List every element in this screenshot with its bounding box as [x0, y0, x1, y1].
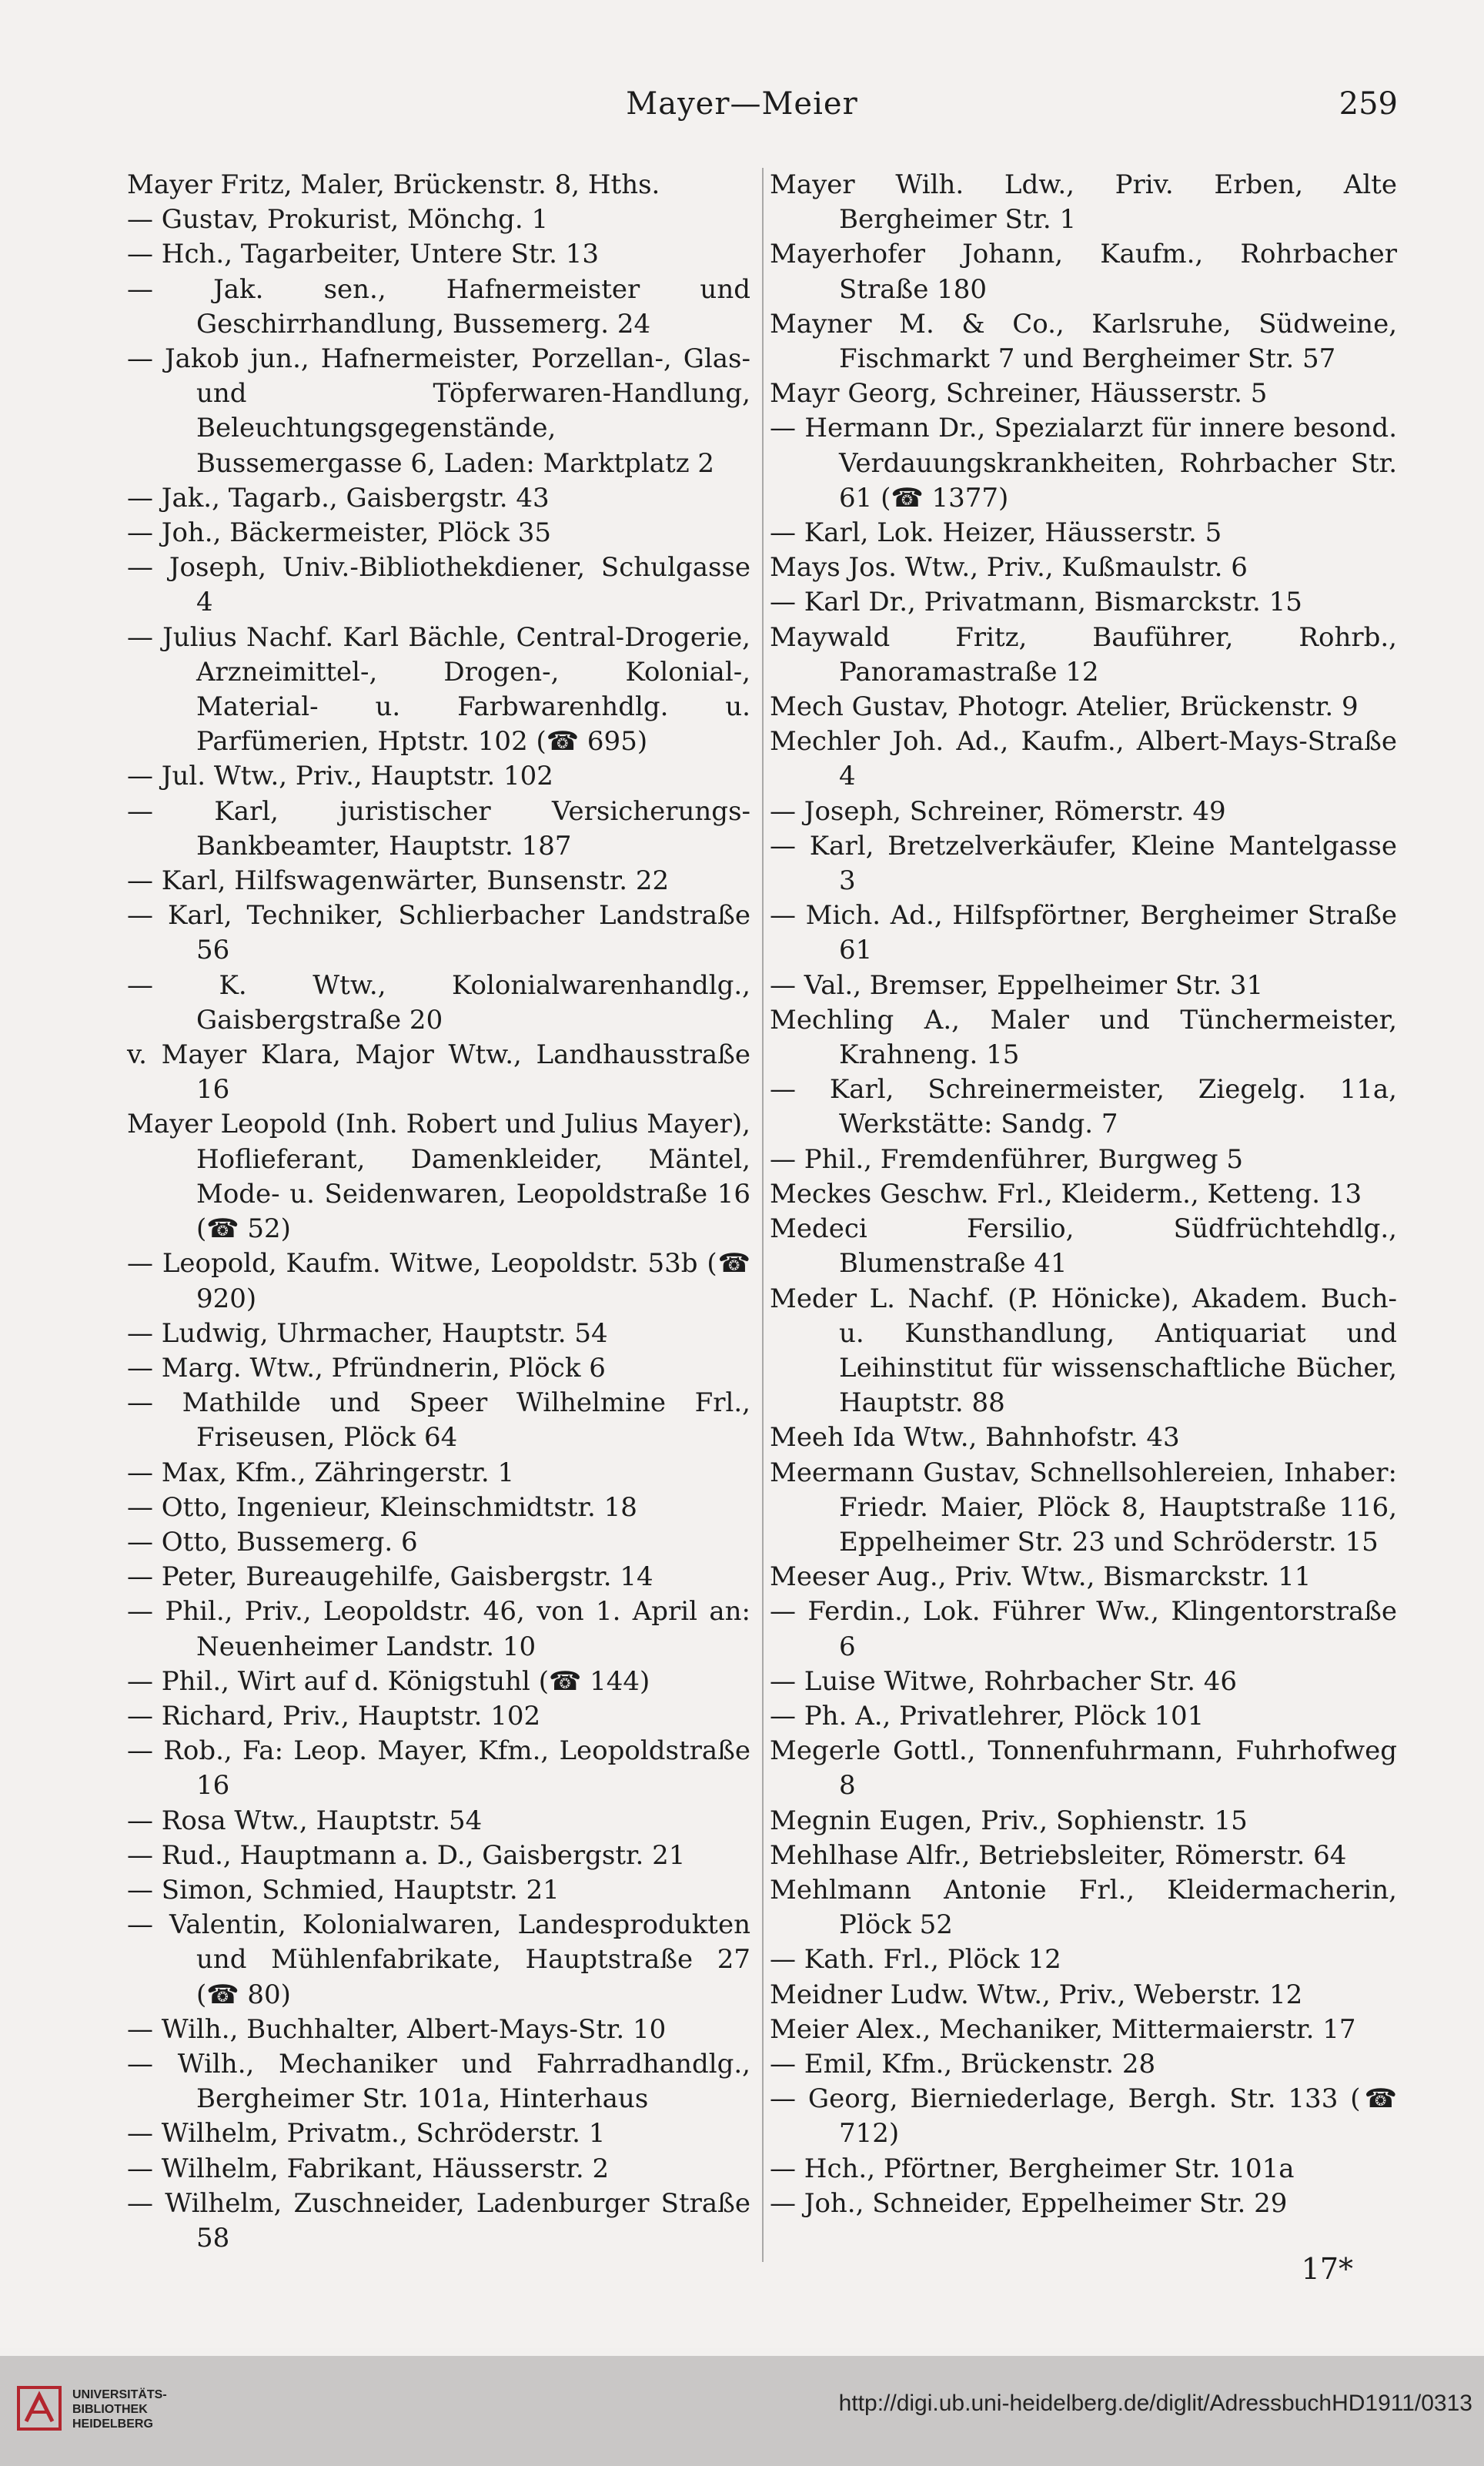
directory-entry: — Val., Bremser, Eppelheimer Str. 31: [770, 969, 1264, 1001]
viewer-footer: [0, 2356, 1484, 2466]
directory-entry: Meder L. Nachf. (P. Hönicke), Akadem. Buch- u. Kunsthandlung, Antiquariat und Leihinstitut für wissenschaftliche Bücher, Hauptstr. 88: [770, 1283, 1397, 1419]
directory-entry: — Marg. Wtw., Pfründnerin, Plöck 6: [127, 1352, 606, 1384]
directory-entry: — Joh., Schneider, Eppelheimer Str. 29: [770, 2187, 1288, 2219]
directory-entry: Meeser Aug., Priv. Wtw., Bismarckstr. 11: [770, 1561, 1312, 1593]
directory-entry: — Hermann Dr., Spezialarzt für innere besond. Verdauungskrankheiten, Rohrbacher Str. 61 (☎ 1377): [770, 413, 1397, 514]
directory-entry: Meckes Geschw. Frl., Kleiderm., Ketteng. 13: [770, 1178, 1362, 1210]
directory-entry: Mayer Wilh. Ldw., Priv. Erben, Alte Bergheimer Str. 1: [770, 169, 1397, 236]
directory-entry: — K. Wtw., Kolonialwarenhandlg., Gaisbergstraße 20: [127, 969, 750, 1036]
directory-entry: — Kath. Frl., Plöck 12: [770, 1944, 1061, 1976]
directory-entry: — Julius Nachf. Karl Bächle, Central-Drogerie, Arzneimittel-, Drogen-, Kolonial-, Material- u. Farbwarenhdlg. u. Parfümerien, Hptstr. 102 (☎ 695): [127, 621, 750, 758]
directory-entry: — Wilhelm, Zuschneider, Ladenburger Straße 58: [127, 2187, 750, 2254]
directory-entry: Mays Jos. Wtw., Priv., Kußmaulstr. 6: [770, 552, 1248, 584]
directory-entry: Mayerhofer Johann, Kaufm., Rohrbacher Straße 180: [770, 239, 1397, 305]
library-logo-icon: [15, 2384, 63, 2432]
directory-entry: — Karl Dr., Privatmann, Bismarckstr. 15: [770, 587, 1302, 618]
directory-entry: — Luise Witwe, Rohrbacher Str. 46: [770, 1665, 1237, 1697]
directory-entry: Maywald Fritz, Bauführer, Rohrb., Panoramastraße 12: [770, 621, 1397, 688]
permalink-url[interactable]: http://digi.ub.uni-heidelberg.de/diglit/AdressbuchHD1911/0313: [838, 2391, 1472, 2416]
directory-entry: Mechling A., Maler und Tünchermeister, Krahneng. 15: [770, 1004, 1397, 1071]
directory-entry: Megerle Gottl., Tonnenfuhrmann, Fuhrhofweg 8: [770, 1735, 1397, 1802]
directory-entry: — Karl, juristischer Versicherungs-Bankbeamter, Hauptstr. 187: [127, 795, 750, 862]
directory-entry: Meeh Ida Wtw., Bahnhofstr. 43: [770, 1422, 1180, 1454]
directory-entry: Mehlmann Antonie Frl., Kleidermacherin, Plöck 52: [770, 1874, 1397, 1941]
directory-entry: Mayer Fritz, Maler, Brückenstr. 8, Hths.: [127, 169, 660, 200]
directory-entry: — Jakob jun., Hafnermeister, Porzellan-, Glas- und Töpferwaren-Handlung, Beleuchtungsgegenstände, Bussemergasse 6, Laden: Marktplatz 2: [127, 343, 750, 479]
directory-entry: — Joh., Bäckermeister, Plöck 35: [127, 517, 552, 549]
directory-entry: — Emil, Kfm., Brückenstr. 28: [770, 2048, 1156, 2080]
right-column: [770, 168, 1397, 2221]
left-column: [127, 168, 750, 2256]
directory-entry: — Mathilde und Speer Wilhelmine Frl., Friseusen, Plöck 64: [127, 1387, 750, 1454]
directory-entry: — Phil., Fremdenführer, Burgweg 5: [770, 1143, 1243, 1175]
directory-entry: — Georg, Bierniederlage, Bergh. Str. 133 (☎ 712): [770, 2083, 1397, 2150]
directory-entry: — Valentin, Kolonialwaren, Landesprodukten und Mühlenfabrikate, Hauptstraße 27 (☎ 80): [127, 1909, 750, 2010]
directory-entry: Megnin Eugen, Priv., Sophienstr. 15: [770, 1805, 1248, 1836]
library-logo-text: [72, 2387, 167, 2431]
directory-entry: — Hch., Pförtner, Bergheimer Str. 101a: [770, 2153, 1295, 2184]
directory-entry: — Otto, Ingenieur, Kleinschmidtstr. 18: [127, 1491, 637, 1523]
directory-entry: Mayner M. & Co., Karlsruhe, Südweine, Fischmarkt 7 und Bergheimer Str. 57: [770, 308, 1397, 375]
directory-entry: Medeci Fersilio, Südfrüchtehdlg., Blumenstraße 41: [770, 1213, 1397, 1280]
directory-entry: — Richard, Priv., Hauptstr. 102: [127, 1700, 541, 1732]
signature-mark: 17*: [1301, 2252, 1353, 2286]
directory-entry: — Joseph, Univ.-Bibliothekdiener, Schulgasse 4: [127, 552, 750, 618]
page-number: 259: [1339, 86, 1398, 122]
directory-entry: — Jul. Wtw., Priv., Hauptstr. 102: [127, 761, 553, 792]
library-logo[interactable]: [15, 2375, 200, 2444]
logo-line-1: UNIVERSITÄTS-: [72, 2388, 167, 2401]
directory-entry: — Rob., Fa: Leop. Mayer, Kfm., Leopoldstraße 16: [127, 1735, 750, 1802]
directory-entry: — Karl, Lok. Heizer, Häusserstr. 5: [770, 517, 1222, 549]
directory-entry: — Karl, Schreinermeister, Ziegelg. 11a, Werkstätte: Sandg. 7: [770, 1074, 1397, 1140]
directory-entry: — Simon, Schmied, Hauptstr. 21: [127, 1874, 560, 1906]
directory-entry: Meidner Ludw. Wtw., Priv., Weberstr. 12: [770, 1979, 1303, 2010]
directory-entry: — Leopold, Kaufm. Witwe, Leopoldstr. 53b (☎ 920): [127, 1248, 750, 1314]
directory-entry: — Wilhelm, Privatm., Schröderstr. 1: [127, 2118, 606, 2150]
directory-entry: — Hch., Tagarbeiter, Untere Str. 13: [127, 239, 599, 270]
directory-entry: v. Mayer Klara, Major Wtw., Landhausstraße 16: [127, 1039, 750, 1106]
directory-entry: — Mich. Ad., Hilfspförtner, Bergheimer Straße 61: [770, 900, 1397, 966]
directory-entry: Mayer Leopold (Inh. Robert und Julius Mayer), Hoflieferant, Damenkleider, Mäntel, Mode- u. Seidenwaren, Leopoldstraße 16 (☎ 52): [127, 1109, 750, 1245]
directory-entry: — Wilh., Buchhalter, Albert-Mays-Str. 10: [127, 2013, 667, 2045]
directory-entry: — Jak., Tagarb., Gaisbergstr. 43: [127, 482, 550, 514]
directory-entry: — Rud., Hauptmann a. D., Gaisbergstr. 21: [127, 1839, 686, 1871]
directory-entry: — Ph. A., Privatlehrer, Plöck 101: [770, 1700, 1205, 1732]
directory-entry: — Joseph, Schreiner, Römerstr. 49: [770, 795, 1226, 827]
directory-entry: Meermann Gustav, Schnellsohlereien, Inhaber: Friedr. Maier, Plöck 8, Hauptstraße 116, Eppelheimer Str. 23 und Schröderstr. 15: [770, 1457, 1397, 1558]
running-title: Mayer—Meier: [626, 86, 858, 122]
directory-entry: Mechler Joh. Ad., Kaufm., Albert-Mays-Straße 4: [770, 726, 1397, 792]
directory-entry: Mech Gustav, Photogr. Atelier, Brückenstr. 9: [770, 691, 1359, 723]
directory-entry: Meier Alex., Mechaniker, Mittermaierstr. 17: [770, 2013, 1356, 2045]
directory-entry: — Peter, Bureaugehilfe, Gaisbergstr. 14: [127, 1561, 653, 1593]
directory-entry: — Karl, Techniker, Schlierbacher Landstraße 56: [127, 900, 750, 966]
directory-entry: — Phil., Priv., Leopoldstr. 46, von 1. April an: Neuenheimer Landstr. 10: [127, 1596, 750, 1662]
directory-entry: — Karl, Hilfswagenwärter, Bunsenstr. 22: [127, 865, 670, 897]
directory-entry: — Rosa Wtw., Hauptstr. 54: [127, 1805, 483, 1836]
logo-line-2: BIBLIOTHEK: [72, 2403, 148, 2416]
directory-entry: — Karl, Bretzelverkäufer, Kleine Mantelgasse 3: [770, 830, 1397, 897]
directory-entry: — Max, Kfm., Zähringerstr. 1: [127, 1457, 515, 1488]
directory-entry: — Ludwig, Uhrmacher, Hauptstr. 54: [127, 1317, 608, 1349]
directory-entry: — Phil., Wirt auf d. Königstuhl (☎ 144): [127, 1665, 650, 1697]
directory-entry: — Otto, Bussemerg. 6: [127, 1526, 418, 1558]
directory-entry: — Ferdin., Lok. Führer Ww., Klingentorstraße 6: [770, 1596, 1397, 1662]
directory-entry: — Jak. sen., Hafnermeister und Geschirrhandlung, Bussemerg. 24: [127, 273, 750, 340]
logo-line-3: HEIDELBERG: [72, 2417, 153, 2431]
directory-entry: — Wilh., Mechaniker und Fahrradhandlg., Bergheimer Str. 101a, Hinterhaus: [127, 2048, 750, 2115]
directory-entry: Mehlhase Alfr., Betriebsleiter, Römerstr. 64: [770, 1839, 1347, 1871]
directory-entry: — Wilhelm, Fabrikant, Häusserstr. 2: [127, 2153, 610, 2184]
running-head: [0, 86, 1484, 132]
directory-entry: — Gustav, Prokurist, Mönchg. 1: [127, 204, 549, 236]
directory-entry: Mayr Georg, Schreiner, Häusserstr. 5: [770, 378, 1268, 410]
column-divider: [762, 168, 764, 2262]
